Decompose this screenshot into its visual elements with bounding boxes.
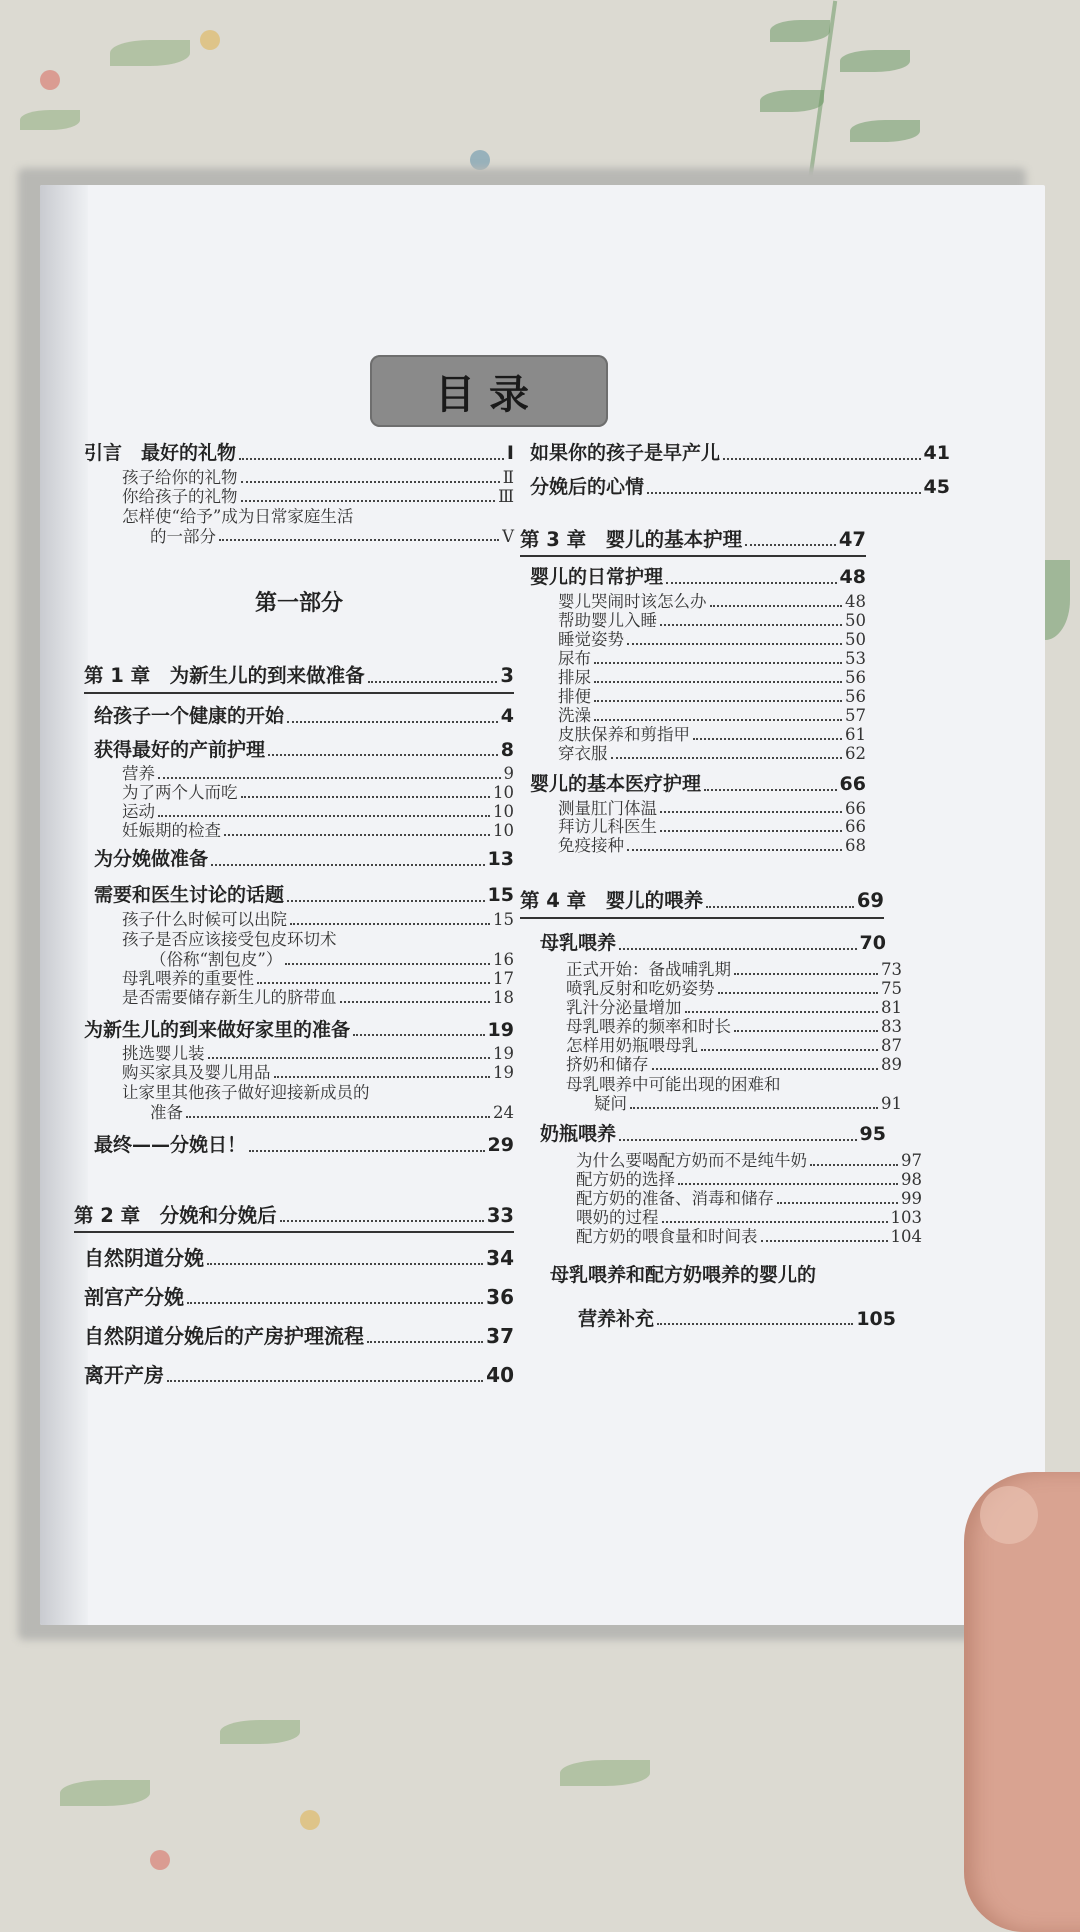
toc-sub-entry[interactable]: 排便 56 — [558, 686, 866, 706]
toc-title-box — [370, 355, 608, 427]
toc-title: 目录 — [435, 370, 543, 418]
toc-sub-entry[interactable]: 孩子什么时候可以出院 15 — [122, 910, 514, 930]
toc-section-entry[interactable]: 婴儿的日常护理 48 — [530, 566, 866, 589]
toc-section-entry[interactable]: 如果你的孩子是早产儿 41 — [530, 442, 950, 464]
toc-section-entry[interactable]: 婴儿的基本医疗护理 66 — [530, 772, 866, 795]
toc-section-entry[interactable]: 为新生儿的到来做好家里的准备 19 — [84, 1018, 514, 1041]
toc-sub-entry[interactable]: 妊娠期的检查 10 — [122, 821, 514, 841]
toc-entry-intro[interactable]: 引言 最好的礼物 Ⅰ — [84, 442, 514, 464]
toc-sub-entry[interactable]: 配方奶的准备、消毒和储存 99 — [576, 1188, 922, 1208]
toc-sub-entry-wrapped[interactable]: 怎样使“给予”成为日常家庭生活 的一部分 Ⅴ — [122, 506, 514, 546]
toc-section-entry[interactable]: 获得最好的产前护理 8 — [94, 738, 514, 761]
toc-sub-entry[interactable]: 帮助婴儿入睡 50 — [558, 610, 866, 630]
leaf — [560, 1760, 650, 1786]
leaf — [770, 20, 830, 42]
toc-sub-entry[interactable]: 挑选婴儿装 19 — [122, 1044, 514, 1064]
chapter-heading-3[interactable]: 第 3 章 婴儿的基本护理 47 — [520, 529, 866, 557]
toc-sub-entry-wrapped[interactable]: 让家里其他孩子做好迎接新成员的 准备 24 — [122, 1083, 514, 1123]
toc-sub-entry[interactable]: 皮肤保养和剪指甲 61 — [558, 724, 866, 744]
leaf — [60, 1780, 150, 1806]
toc-sub-entry[interactable]: 是否需要储存新生儿的脐带血 18 — [122, 987, 514, 1007]
toc-sub-entry[interactable]: 正式开始：备战哺乳期 73 — [566, 959, 902, 979]
flower — [40, 70, 60, 90]
leaf — [850, 120, 920, 142]
toc-sub-entry[interactable]: 挤奶和储存 89 — [566, 1054, 902, 1074]
toc-sub-entry-wrapped[interactable]: 孩子是否应该接受包皮环切术 （俗称“割包皮”） 16 — [122, 930, 514, 969]
toc-sub-entry[interactable]: 配方奶的选择 98 — [576, 1169, 922, 1189]
toc-sub-entry[interactable]: 婴儿哭闹时该怎么办 48 — [558, 591, 866, 611]
leaf — [20, 110, 80, 130]
thumb — [964, 1472, 1080, 1932]
toc-sub-entry[interactable]: 洗澡 57 — [558, 705, 866, 725]
toc-sub-entry[interactable]: 怎样用奶瓶喂母乳 87 — [566, 1035, 902, 1055]
toc-sub-entry[interactable]: 喷乳反射和吃奶姿势 75 — [566, 978, 902, 998]
flower — [200, 30, 220, 50]
toc-sub-entry[interactable]: 运动 10 — [122, 802, 514, 822]
toc-section-entry[interactable]: 剖宫产分娩 36 — [84, 1285, 514, 1310]
toc-section-entry[interactable]: 母乳喂养 70 — [540, 931, 886, 954]
toc-sub-entry[interactable]: 乳汁分泌量增加 81 — [566, 997, 902, 1017]
toc-sub-entry[interactable]: 购买家具及婴儿用品 19 — [122, 1063, 514, 1083]
leaf — [840, 50, 910, 72]
chapter-heading-1[interactable]: 第 1 章 为新生儿的到来做准备 3 — [84, 665, 514, 693]
page-gutter — [40, 185, 88, 1625]
leaf — [110, 40, 190, 66]
toc-section-entry[interactable]: 奶瓶喂养 95 — [540, 1123, 886, 1146]
toc-section-entry[interactable]: 自然阴道分娩后的产房护理流程 37 — [84, 1324, 514, 1349]
toc-sub-entry[interactable]: 免疫接种 68 — [558, 836, 866, 856]
toc-sub-entry[interactable]: 测量肛门体温 66 — [558, 798, 866, 818]
toc-sub-entry[interactable]: 排尿 56 — [558, 667, 866, 687]
toc-sub-entry[interactable]: 穿衣服 62 — [558, 743, 866, 763]
toc-section-entry[interactable]: 分娩后的心情 45 — [530, 475, 950, 498]
part-title: 第一部分 — [254, 590, 343, 617]
toc-right-column — [520, 443, 950, 1330]
toc-sub-entry[interactable]: 你给孩子的礼物 Ⅲ — [122, 486, 514, 506]
toc-sub-entry[interactable]: 为什么要喝配方奶而不是纯牛奶 97 — [576, 1150, 922, 1170]
toc-left-column — [74, 442, 514, 1388]
toc-sub-entry[interactable]: 母乳喂养的频率和时长 83 — [566, 1016, 902, 1036]
toc-sub-entry[interactable]: 配方奶的喂食量和时间表 104 — [576, 1226, 922, 1246]
chapter-heading-4[interactable]: 第 4 章 婴儿的喂养 69 — [520, 890, 884, 918]
toc-section-entry[interactable]: 给孩子一个健康的开始 4 — [94, 704, 514, 727]
flower — [150, 1850, 170, 1870]
chapter-heading-2[interactable]: 第 2 章 分娩和分娩后 33 — [74, 1205, 514, 1233]
toc-section-entry[interactable]: 最终——分娩日！ 29 — [94, 1133, 514, 1156]
toc-section-entry[interactable]: 自然阴道分娩 34 — [84, 1246, 514, 1271]
toc-sub-entry[interactable]: 母乳喂养的重要性 17 — [122, 968, 514, 988]
toc-section-entry[interactable]: 需要和医生讨论的话题 15 — [94, 884, 514, 907]
toc-sub-entry[interactable]: 拜访儿科医生 66 — [558, 817, 866, 837]
leaf — [760, 90, 824, 112]
toc-section-entry-wrapped[interactable]: 母乳喂养和配方奶喂养的婴儿的 营养补充 105 — [550, 1263, 896, 1330]
toc-sub-entry[interactable]: 营养 9 — [122, 764, 514, 784]
toc-section-entry[interactable]: 离开产房 40 — [84, 1363, 514, 1388]
toc-sub-entry[interactable]: 喂奶的过程 103 — [576, 1207, 922, 1227]
toc-sub-entry[interactable]: 尿布 53 — [558, 648, 866, 668]
toc-sub-entry[interactable]: 为了两个人而吃 10 — [122, 783, 514, 803]
toc-sub-entry-wrapped[interactable]: 母乳喂养中可能出现的困难和 疑问 91 — [566, 1074, 902, 1114]
book-page — [40, 185, 1045, 1625]
toc-sub-entry[interactable]: 孩子给你的礼物 Ⅱ — [122, 467, 514, 487]
leaf — [220, 1720, 300, 1744]
thumbnail-highlight — [980, 1486, 1038, 1544]
flower — [470, 150, 490, 170]
toc-sub-entry[interactable]: 睡觉姿势 50 — [558, 629, 866, 649]
flower — [300, 1810, 320, 1830]
toc-section-entry[interactable]: 为分娩做准备 13 — [94, 848, 514, 871]
